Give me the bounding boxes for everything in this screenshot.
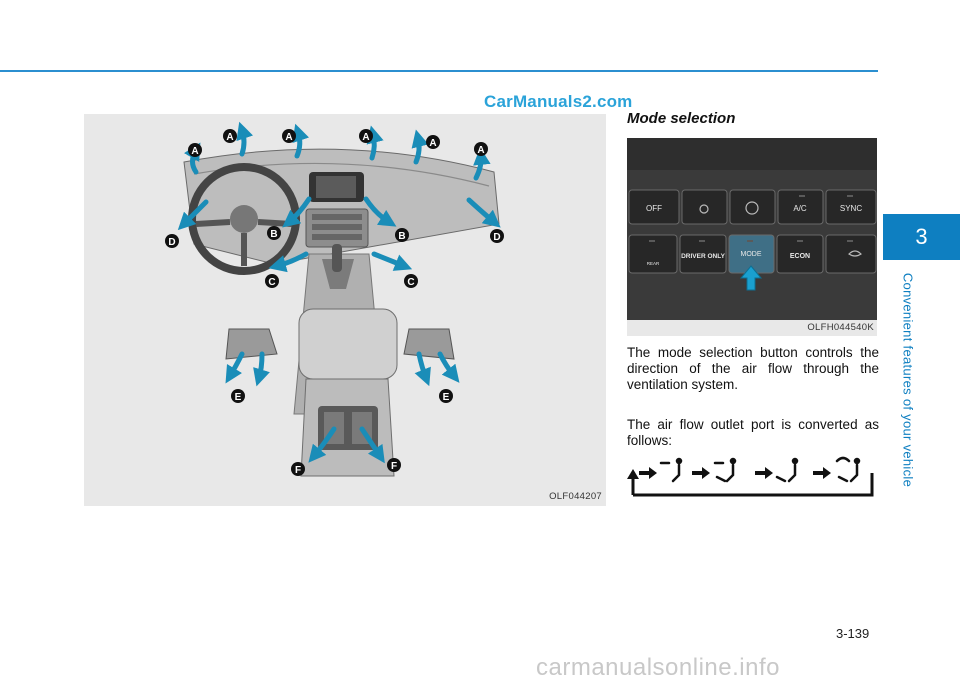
btn-driver-label: DRIVER ONLY	[681, 253, 725, 260]
vent-label-f2	[387, 458, 401, 472]
mode-sequence-svg	[627, 455, 879, 503]
svg-text:C: C	[268, 277, 276, 288]
dashboard-illustration	[84, 114, 606, 506]
floor-defrost-mode-icon	[837, 458, 859, 481]
paragraph-conversion: The air flow outlet port is converted as follows:	[627, 417, 879, 448]
svg-text:A: A	[429, 138, 437, 149]
flow-arrow-icon	[755, 467, 773, 479]
btn-sync-label: SYNC	[839, 204, 863, 213]
vent-label-f1	[291, 462, 305, 476]
svg-text:F: F	[294, 465, 302, 476]
header-rule	[0, 70, 878, 72]
svg-text:B: B	[398, 231, 406, 242]
vent-label-b1	[267, 226, 281, 240]
svg-text:B: B	[270, 229, 278, 240]
section-title: Mode selection	[627, 110, 736, 127]
watermark-bottom[interactable]: carmanualsonline.info	[536, 654, 780, 681]
mode-sequence-diagram	[627, 455, 879, 503]
vent-label-d2	[490, 229, 504, 243]
vent-label-a4	[359, 129, 373, 143]
vent-label-a3	[282, 129, 296, 143]
flow-arrow-icon	[813, 467, 831, 479]
svg-text:F: F	[390, 461, 398, 472]
left-figure-code: OLF044207	[549, 491, 602, 502]
floor-mode-icon	[777, 459, 797, 481]
svg-text:D: D	[493, 232, 501, 243]
vent-label-a2	[223, 129, 237, 143]
vent-label-c2	[404, 274, 418, 288]
svg-text:A: A	[191, 146, 199, 157]
flow-arrow-icon	[692, 467, 710, 479]
climate-panel-illustration	[627, 138, 877, 336]
vent-label-a5	[426, 135, 440, 149]
chapter-tab[interactable]: 3	[883, 214, 960, 260]
vent-label-e1	[231, 389, 245, 403]
btn-econ-label: ECON	[789, 253, 811, 260]
flow-arrow-icon	[639, 467, 657, 479]
vent-label-c1	[265, 274, 279, 288]
svg-text:A: A	[285, 132, 293, 143]
cycle-return-arrow-icon	[627, 469, 639, 479]
vent-label-a1	[188, 143, 202, 157]
bilevel-mode-icon	[715, 459, 735, 481]
face-mode-icon	[661, 459, 681, 481]
paragraph-mode-description: The mode selection button controls the direction of the air flow through the ventilation system.	[627, 345, 879, 392]
watermark-top[interactable]: CarManuals2.com	[484, 92, 633, 111]
vent-label-e2	[439, 389, 453, 403]
svg-text:E: E	[234, 392, 242, 403]
chapter-label: Convenient features of your vehicle	[900, 272, 916, 488]
btn-off-label: OFF	[646, 204, 662, 213]
page-number: 3-139	[836, 626, 870, 641]
btn-mode-label: MODE	[740, 251, 762, 258]
svg-text:C: C	[407, 277, 415, 288]
right-figure-code: OLFH044540K	[807, 322, 874, 333]
svg-text:A: A	[362, 132, 370, 143]
svg-text:D: D	[168, 237, 176, 248]
vent-label-d1	[165, 234, 179, 248]
svg-text:E: E	[442, 392, 450, 403]
vent-label-b2	[395, 228, 409, 242]
svg-text:A: A	[477, 145, 485, 156]
btn-rear-label: REAR	[646, 261, 660, 266]
vent-label-a6	[474, 142, 488, 156]
climate-panel-figure	[627, 138, 877, 336]
svg-text:A: A	[226, 132, 234, 143]
vent-location-figure	[84, 114, 606, 506]
btn-ac-label: A/C	[793, 204, 807, 213]
